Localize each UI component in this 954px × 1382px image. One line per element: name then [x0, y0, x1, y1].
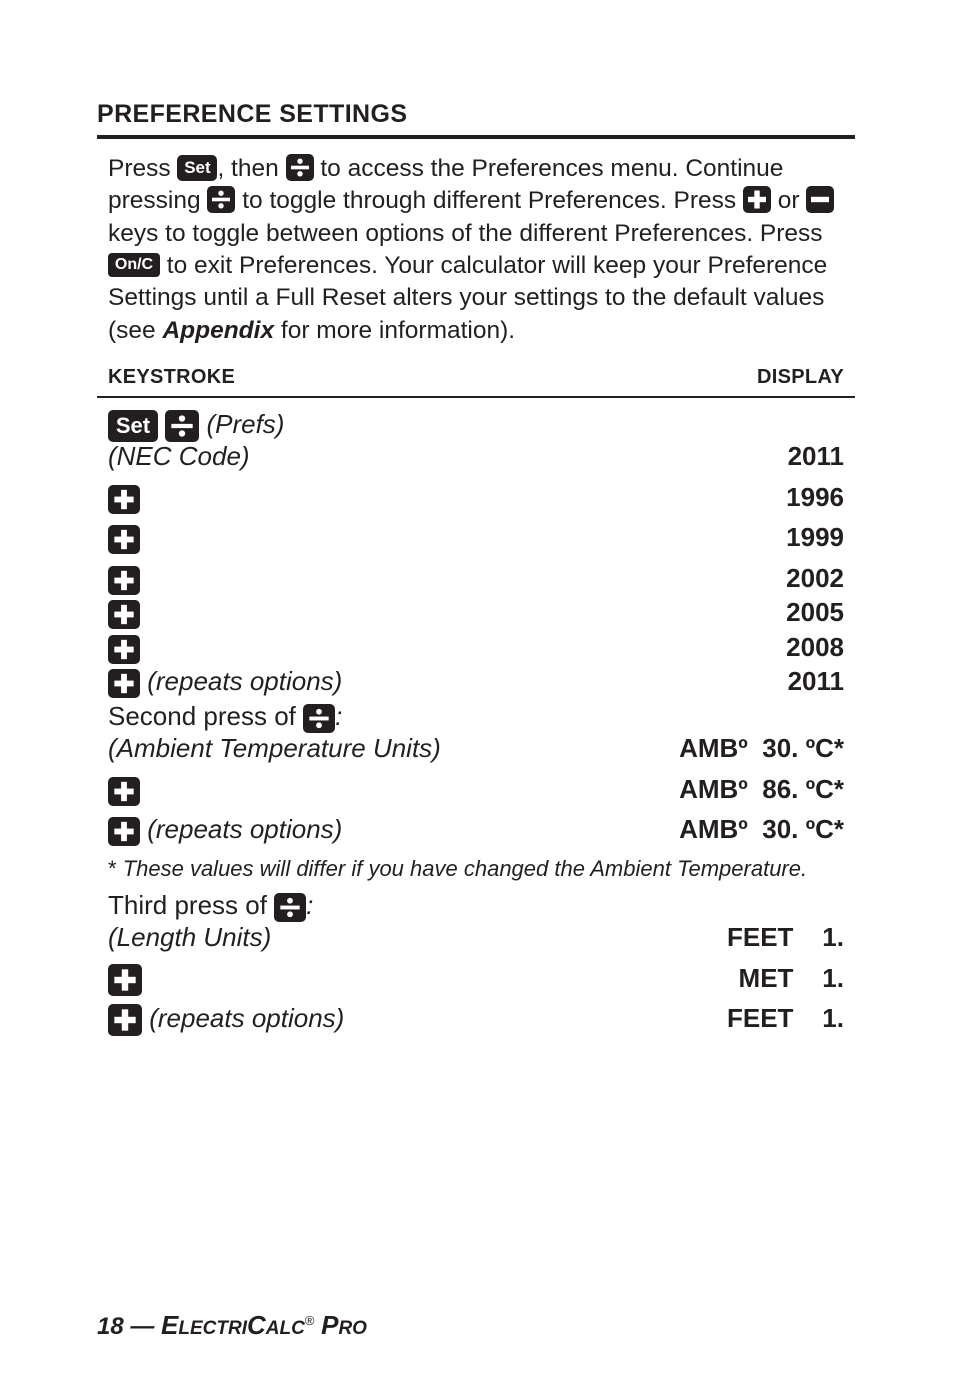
display-value: 2002 [786, 563, 844, 593]
appendix-reference: Appendix [162, 317, 275, 344]
page-number: 18 — [97, 1313, 162, 1340]
intro-text: Press [108, 155, 178, 182]
repeats-label: (repeats options) [147, 666, 343, 696]
page-footer: 18 — ELECTRICALC® PRO [97, 1310, 367, 1340]
intro-line-6 [108, 315, 515, 347]
display-value: 2008 [786, 632, 844, 662]
display-value: MET 1. [738, 963, 844, 993]
intro-line-4 [108, 250, 827, 282]
intro-text: or [770, 187, 807, 214]
display-value: FEET 1. [726, 1003, 844, 1033]
intro-line-1 [108, 153, 783, 185]
display-value: AMBº 30. ºC* [679, 733, 844, 763]
display-value: 2005 [786, 597, 844, 627]
divide-key-icon [274, 893, 306, 922]
plus-key-icon [108, 964, 142, 996]
display-value: 1996 [786, 482, 844, 512]
footnote-star: * [108, 856, 123, 881]
colon: : [335, 701, 343, 731]
display-value: 1999 [786, 522, 844, 552]
plus-key-icon [108, 485, 140, 514]
table-row [108, 961, 142, 995]
display-value: AMBº 86. ºC* [679, 774, 844, 804]
intro-text: to access the Preferences menu. Continue [313, 155, 784, 182]
table-row [108, 407, 284, 441]
repeats-label: (repeats options) [147, 814, 343, 844]
divide-key-icon [207, 186, 235, 213]
intro-text: (see [108, 317, 163, 344]
minus-key-icon [806, 186, 834, 213]
plus-key-icon [108, 566, 140, 595]
intro-text: , then [217, 155, 286, 182]
divide-key-icon [303, 704, 335, 733]
footnote [108, 856, 807, 882]
intro-line-5: Settings until a Full Reset alters your settings to the default values [108, 284, 825, 311]
divide-key-icon [286, 154, 314, 181]
plus-key-icon [743, 186, 771, 213]
length-units-label: (Length Units) [108, 922, 272, 952]
colon: : [306, 890, 314, 920]
plus-key-icon [108, 1004, 142, 1036]
table-row [108, 520, 140, 554]
prefs-label: (Prefs) [206, 409, 285, 439]
plus-key-icon [108, 600, 140, 629]
set-key-icon: Set [108, 410, 158, 442]
display-value: AMBº 30. ºC* [679, 814, 844, 844]
plus-key-icon [108, 817, 140, 846]
table-row [108, 561, 140, 595]
footnote-text: These values will differ if you have changed the Ambient Temperature. [122, 856, 808, 881]
section-heading: PREFERENCE SETTINGS [97, 100, 408, 128]
plus-key-icon [108, 525, 140, 554]
third-press-label: Third press of [108, 890, 275, 920]
keystroke-column-header: KEYSTROKE [108, 366, 236, 388]
second-press-label: Second press of [108, 701, 304, 731]
display-column-header: DISPLAY [757, 366, 844, 388]
plus-key-icon [108, 669, 140, 698]
table-row [108, 480, 140, 514]
table-row [108, 699, 342, 733]
table-row [108, 630, 140, 664]
intro-text: to exit Preferences. Your calculator will keep your Preference [160, 252, 828, 279]
intro-text: to toggle through different Preferences. Press [235, 187, 743, 214]
intro-line-3: keys to toggle between options of the different Preferences. Press [108, 220, 823, 247]
repeats-label: (repeats options) [149, 1003, 345, 1033]
table-row [108, 772, 140, 806]
plus-key-icon [108, 635, 140, 664]
table-row [108, 595, 140, 629]
table-row [108, 1001, 344, 1035]
table-row [108, 664, 342, 698]
display-value: 2011 [787, 666, 844, 696]
divide-key-icon [165, 410, 199, 442]
intro-text: pressing [108, 187, 208, 214]
intro-text: for more information). [274, 317, 516, 344]
heading-rule [97, 135, 855, 139]
intro-line-2 [108, 185, 834, 217]
ambient-units-label: (Ambient Temperature Units) [108, 733, 441, 763]
plus-key-icon [108, 777, 140, 806]
nec-code-label: (NEC Code) [108, 441, 250, 471]
on-clear-key-icon: On/C [108, 253, 160, 277]
display-value: 2011 [787, 441, 844, 471]
display-value: FEET 1. [726, 922, 844, 952]
set-key-icon: Set [177, 155, 217, 181]
table-header-rule [97, 396, 855, 398]
table-row [108, 812, 342, 846]
table-row [108, 888, 313, 922]
